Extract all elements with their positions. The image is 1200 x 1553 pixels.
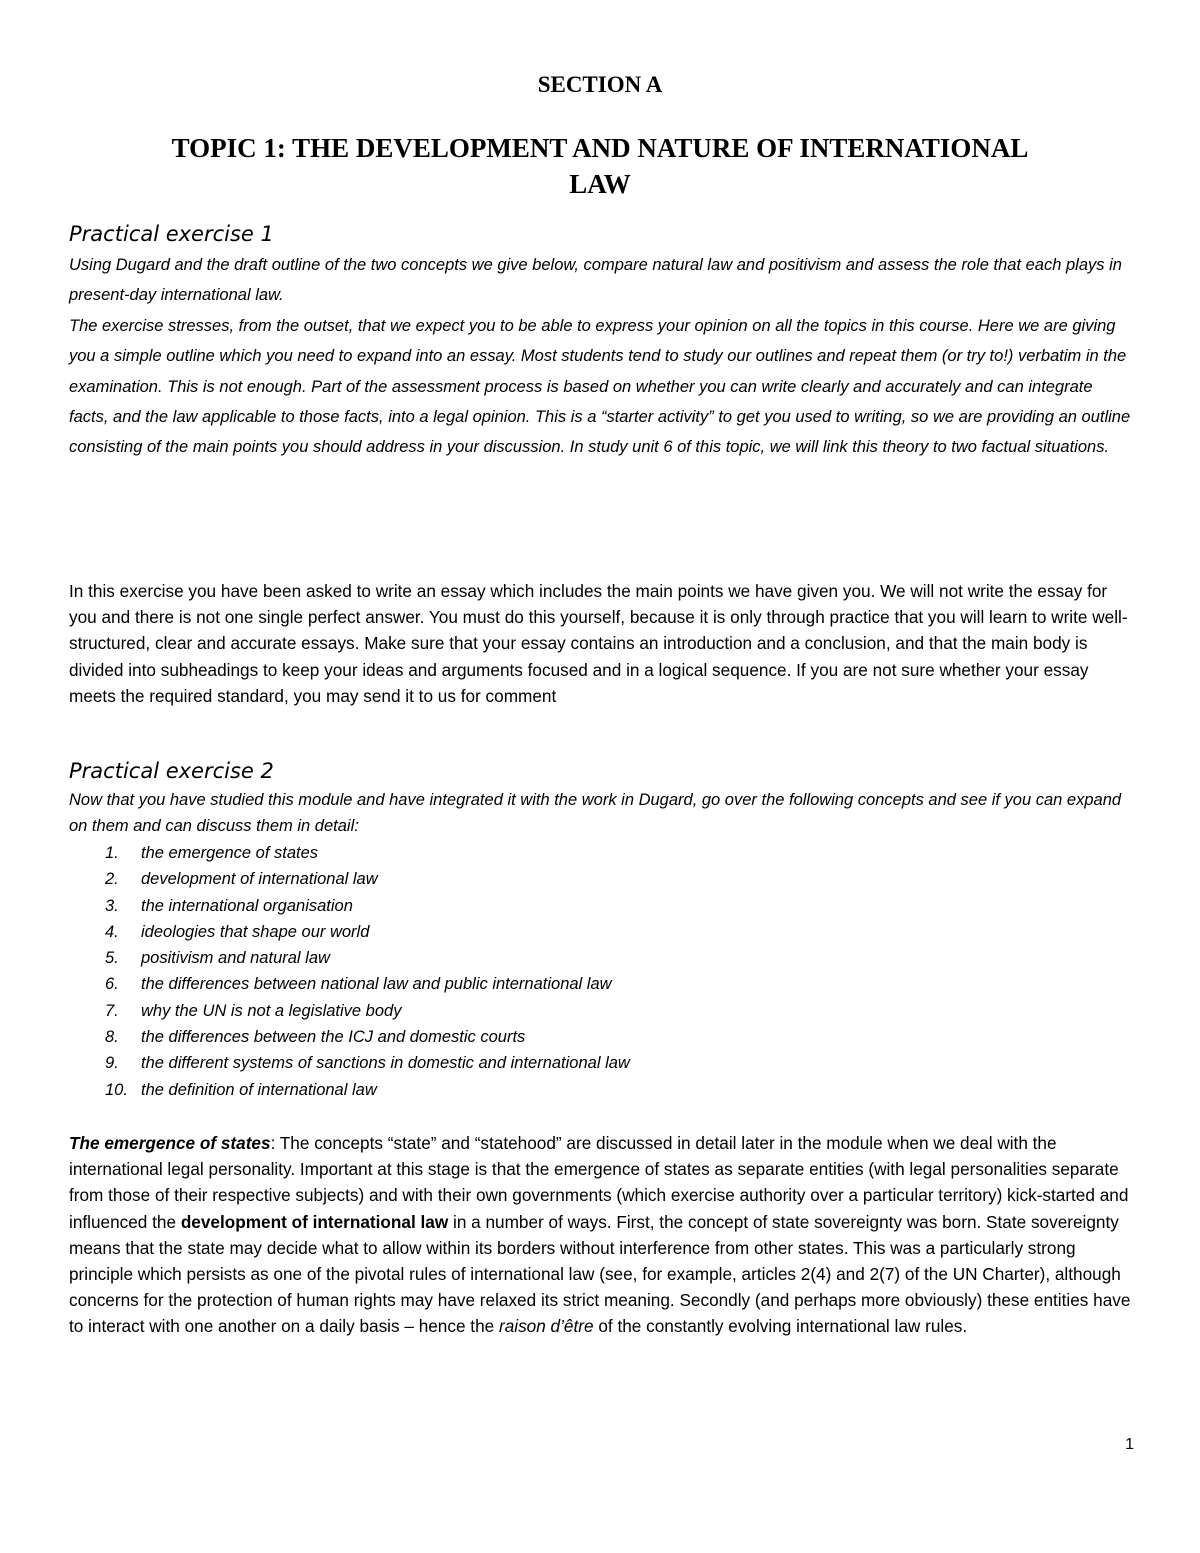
emergence-text-3: of the constantly evolving international law rules. <box>593 1316 968 1337</box>
list-item <box>69 1024 1069 1050</box>
list-item-number: 10. <box>105 1080 128 1099</box>
emergence-text-2: in a number of ways. First, the concept of state sovereignty was born. State sovereignty means that the state may decide what to allow within its borders without interference from other states. This was a particularly strong principle which persists as one of the pivotal rules of international law (see, for example, articles 2(4) and 2(7) of the UN Charter), although concerns for the protection of human rights may have relaxed its strict meaning. Secondly (and perhaps more obviously) these entities have to interact with one another on a daily basis – hence the <box>69 1211 1131 1337</box>
emergence-italic-term: raison d’être <box>498 1316 594 1337</box>
essay-paragraph: In this exercise you have been asked to write an essay which includes the main points we have given you. We will not write the essay for you and there is not one single perfect answer. You must do this yourself, because it is only through practice that you will learn to write well-structured, clear and accurate essays. Make sure that your essay contains an introduction and a conclusion, and that the main body is divided into subheadings to keep your ideas and arguments focused and in a logical sequence. If you are not sure whether your essay meets the required standard, you may send it to us for comment <box>69 581 1128 706</box>
topic-title-line1: TOPIC 1: THE DEVELOPMENT AND NATURE OF INTERNATIONAL <box>171 133 1029 163</box>
list-item-number: 8. <box>105 1028 119 1047</box>
list-item-text: the definition of international law <box>141 1080 377 1099</box>
list-item-number: 9. <box>105 1054 119 1073</box>
topic-title-line2: LAW <box>569 169 631 199</box>
emergence-paragraph <box>69 1130 1134 1340</box>
list-item-text: positivism and natural law <box>141 949 330 968</box>
section-title: SECTION A <box>537 72 663 97</box>
list-item <box>69 971 1069 997</box>
list-item-text: why the UN is not a legislative body <box>141 1001 402 1020</box>
list-item-text: the emergence of states <box>141 844 319 862</box>
emergence-lead: The emergence of states <box>69 1133 271 1153</box>
list-item <box>69 1050 1069 1076</box>
topic-title <box>150 130 1050 202</box>
list-item-text: the differences between national law and public international law <box>141 975 612 994</box>
list-item-number: 5. <box>105 949 119 968</box>
list-item-text: development of international law <box>141 870 378 889</box>
list-item-number: 1. <box>105 844 119 862</box>
list-item <box>69 866 1069 892</box>
emergence-text-1: : The concepts “state” and “statehood” are discussed in detail later in the module when we deal with the international legal personality. Important at this stage is that the emergence of states as separate entities (with legal personalities separate from those of their respective subjects) and with their own governments (which exercise authority over a particular territory) kick-started and influenced the <box>69 1133 1129 1232</box>
emergence-bold-term: development of international law <box>180 1211 449 1232</box>
list-item <box>69 893 1069 919</box>
concept-list <box>69 840 1069 1103</box>
page-number: 1 <box>1125 1436 1134 1453</box>
list-item <box>69 919 1069 945</box>
list-item <box>69 840 1069 866</box>
list-item-number: 6. <box>105 975 119 994</box>
exercise1-instruction: Using Dugard and the draft outline of the two concepts we give below, compare natural law and positivism and assess the role that each plays in present-day international law. <box>69 256 1122 305</box>
exercise2-intro: Now that you have studied this module and have integrated it with the work in Dugard, go over the following concepts and see if you can expand on them and can discuss them in detail: <box>69 791 1122 835</box>
exercise1-body <box>69 250 1134 463</box>
exercise2-heading: Practical exercise 2 <box>69 759 274 783</box>
list-item <box>69 1077 1069 1103</box>
list-item-text: the international organisation <box>141 896 353 915</box>
list-item-number: 4. <box>105 922 119 941</box>
list-item-number: 7. <box>105 1001 119 1020</box>
list-item-number: 2. <box>105 870 119 889</box>
exercise1-guidance: The exercise stresses, from the outset, that we expect you to be able to express your opinion on all the topics in this course. Here we are giving you a simple outline which you need to expand into an essay. Most students tend to study our outlines and repeat them (or try to!) verbatim in the examination. This is not enough. Part of the assessment process is based on whether you can write clearly and accurately and can integrate facts, and the law applicable to those facts, into a legal opinion. This is a “starter activity” to get you used to writing, so we are providing an outline consisting of the main points you should address in your discussion. In study unit 6 of this topic, we will link this theory to two factual situations. <box>69 316 1131 457</box>
list-item-number: 3. <box>105 896 119 915</box>
list-item <box>69 998 1069 1024</box>
list-item-text: the different systems of sanctions in domestic and international law <box>141 1054 630 1073</box>
list-item-text: ideologies that shape our world <box>141 922 370 941</box>
list-item <box>69 945 1069 971</box>
exercise1-heading: Practical exercise 1 <box>69 222 274 246</box>
list-item-text: the differences between the ICJ and domestic courts <box>141 1028 526 1047</box>
